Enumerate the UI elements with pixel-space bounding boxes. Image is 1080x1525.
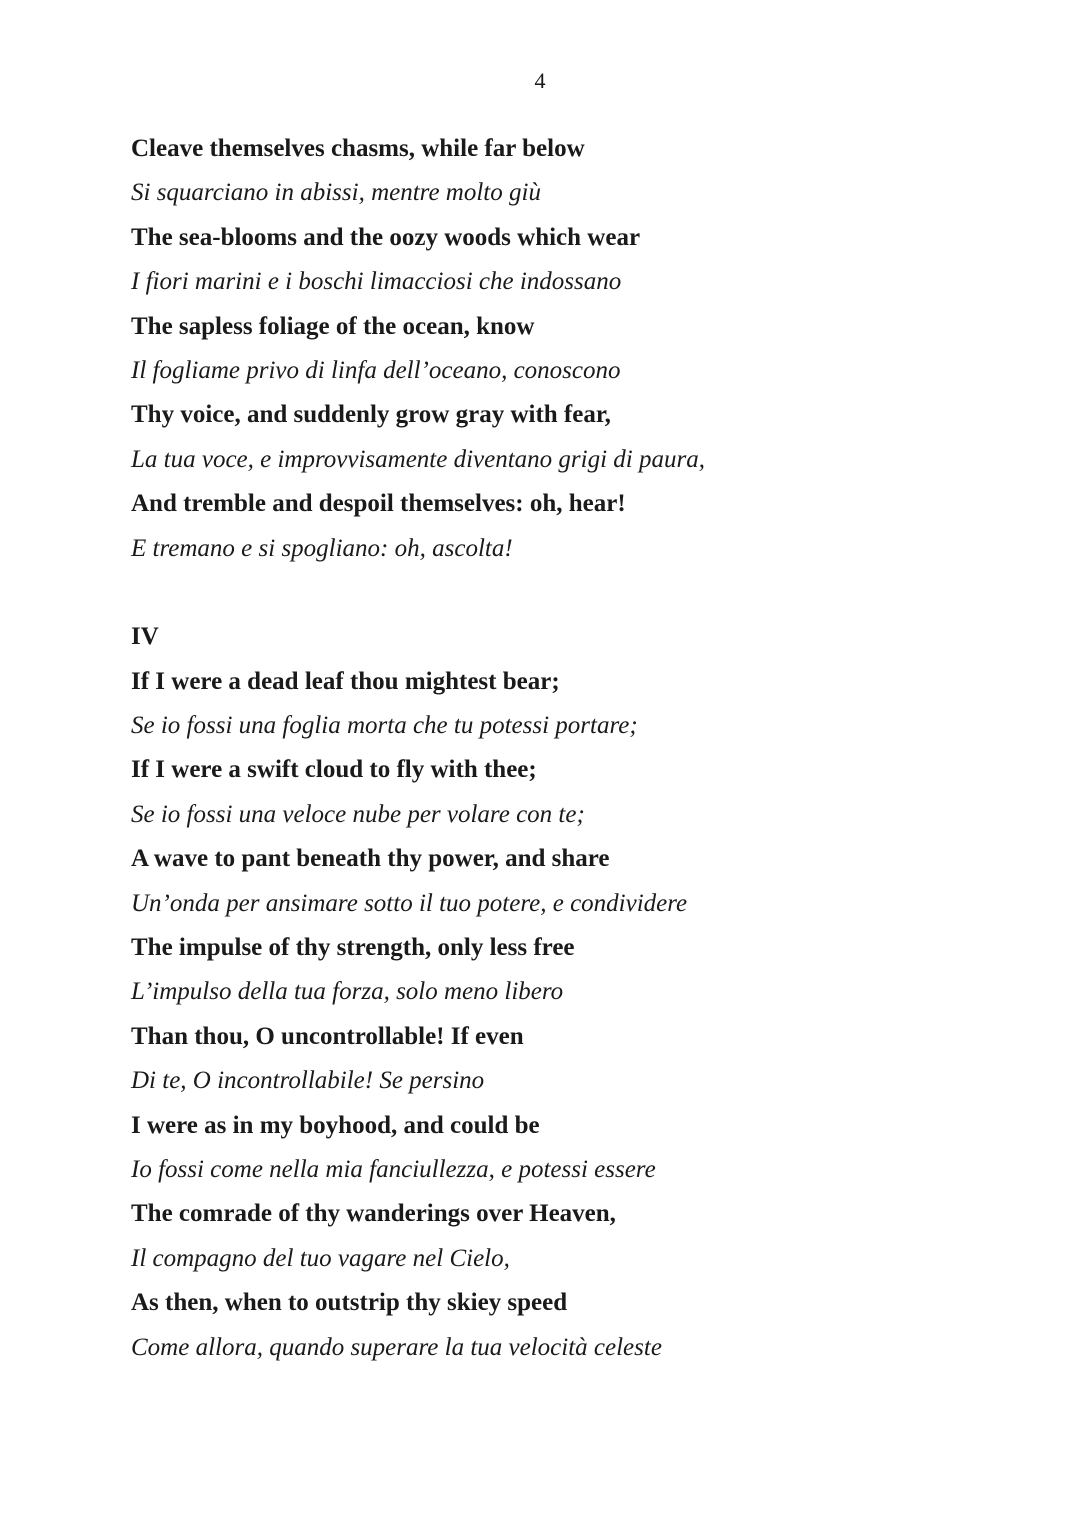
italian-translation-line: Il fogliame privo di linfa dell’oceano, conoscono bbox=[131, 356, 621, 384]
italian-translation-line: Si squarciano in abissi, mentre molto giù bbox=[131, 179, 541, 207]
english-line: The impulse of thy strength, only less free bbox=[131, 934, 575, 962]
italian-translation-line: La tua voce, e improvvisamente diventano grigi di paura, bbox=[131, 445, 705, 473]
italian-translation-line: Un’onda per ansimare sotto il tuo potere, e condividere bbox=[131, 889, 688, 917]
english-line: The comrade of thy wanderings over Heaven, bbox=[131, 1200, 616, 1228]
section-title: IV bbox=[131, 623, 159, 651]
english-line: The sapless foliage of the ocean, know bbox=[131, 312, 535, 340]
italian-translation-line: Di te, O incontrollabile! Se persino bbox=[131, 1067, 485, 1095]
stanza-gap bbox=[131, 571, 1011, 615]
english-line: The sea-blooms and the oozy woods which wear bbox=[131, 223, 641, 251]
italian-translation-line: I fiori marini e i boschi limacciosi che indossano bbox=[131, 268, 622, 296]
english-line: If I were a dead leaf thou mightest bear; bbox=[131, 667, 560, 695]
english-line: As then, when to outstrip thy skiey speed bbox=[131, 1289, 568, 1317]
stanza-3-continuation bbox=[131, 127, 1011, 571]
poem-body bbox=[131, 127, 1011, 1370]
english-line: And tremble and despoil themselves: oh, hear! bbox=[131, 490, 626, 518]
english-line: If I were a swift cloud to fly with thee; bbox=[131, 756, 537, 784]
italian-translation-line: Io fossi come nella mia fanciullezza, e potessi essere bbox=[131, 1155, 656, 1183]
italian-translation-line: E tremano e si spogliano: oh, ascolta! bbox=[131, 534, 513, 562]
english-line: Cleave themselves chasms, while far below bbox=[131, 135, 585, 162]
italian-translation-line: Il compagno del tuo vagare nel Cielo, bbox=[131, 1244, 510, 1272]
english-line: I were as in my boyhood, and could be bbox=[131, 1111, 540, 1139]
italian-translation-line: Se io fossi una veloce nube per volare con te; bbox=[131, 800, 585, 828]
stanza-4 bbox=[131, 615, 1011, 1370]
english-line: Thy voice, and suddenly grow gray with fear, bbox=[131, 401, 611, 429]
english-line: Than thou, O uncontrollable! If even bbox=[131, 1022, 524, 1050]
italian-translation-line: Come allora, quando superare la tua velocità celeste bbox=[131, 1333, 662, 1361]
english-line: A wave to pant beneath thy power, and share bbox=[131, 845, 610, 873]
italian-translation-line: L’impulso della tua forza, solo meno libero bbox=[131, 978, 564, 1006]
italian-translation-line: Se io fossi una foglia morta che tu potessi portare; bbox=[131, 712, 638, 740]
page-number: 4 bbox=[534, 68, 546, 93]
